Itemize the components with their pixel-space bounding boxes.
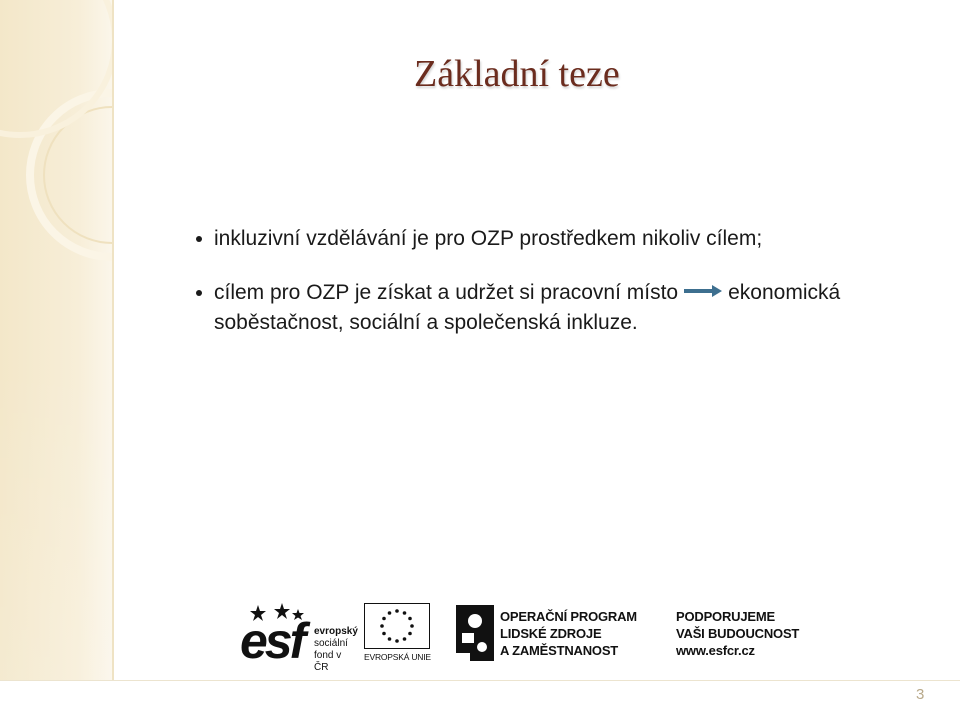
- bullet-text-after-arrow: ekonomická soběstačnost, sociální a společenská inkluze.: [214, 281, 841, 334]
- bullet-text: inkluzivní vzdělávání je pro OZP prostředkem nikoliv cílem;: [214, 227, 763, 250]
- support-slogan: [676, 608, 799, 659]
- eu-flag-icon: [364, 603, 430, 649]
- program-line-2: LIDSKÉ ZDROJE: [500, 626, 602, 641]
- bullet-dot: [196, 290, 202, 296]
- esf-line-1: evropský: [314, 626, 358, 637]
- right-arrow-icon: [684, 284, 722, 298]
- bullet-dot: [196, 236, 202, 242]
- support-line-1: PODPORUJEME: [676, 609, 775, 624]
- decorative-side-band: [0, 0, 112, 717]
- funding-logos: [240, 603, 820, 673]
- bullet-list: [196, 224, 896, 338]
- bullet-text-before-arrow: cílem pro OZP je získat a udržet si pracovní místo: [214, 281, 679, 304]
- esf-mark: esf: [240, 613, 304, 669]
- esf-logo: [240, 603, 358, 673]
- puzzle-icon: [454, 603, 496, 663]
- program-line-3: A ZAMĚSTNANOST: [500, 643, 619, 658]
- esf-line-2: sociální: [314, 638, 348, 649]
- eu-label: EVROPSKÁ UNIE: [364, 652, 431, 662]
- program-name: [500, 608, 637, 659]
- bullet-item: [196, 224, 896, 254]
- operational-program-logo: [454, 603, 654, 665]
- page-number: 3: [916, 686, 925, 703]
- program-line-1: OPERAČNÍ PROGRAM: [500, 609, 637, 624]
- footer-strip: [0, 680, 960, 717]
- esf-line-3: fond v ČR: [314, 650, 342, 673]
- band-edge-line: [112, 0, 114, 717]
- decorative-arcs: [0, 0, 112, 717]
- eu-logo: [364, 603, 432, 665]
- bullet-item: [196, 278, 896, 338]
- slide-title: Základní teze: [414, 53, 620, 95]
- support-line-2: VAŠI BUDOUCNOST: [676, 626, 800, 641]
- esf-caption: [314, 626, 358, 674]
- support-url: www.esfcr.cz: [676, 643, 755, 658]
